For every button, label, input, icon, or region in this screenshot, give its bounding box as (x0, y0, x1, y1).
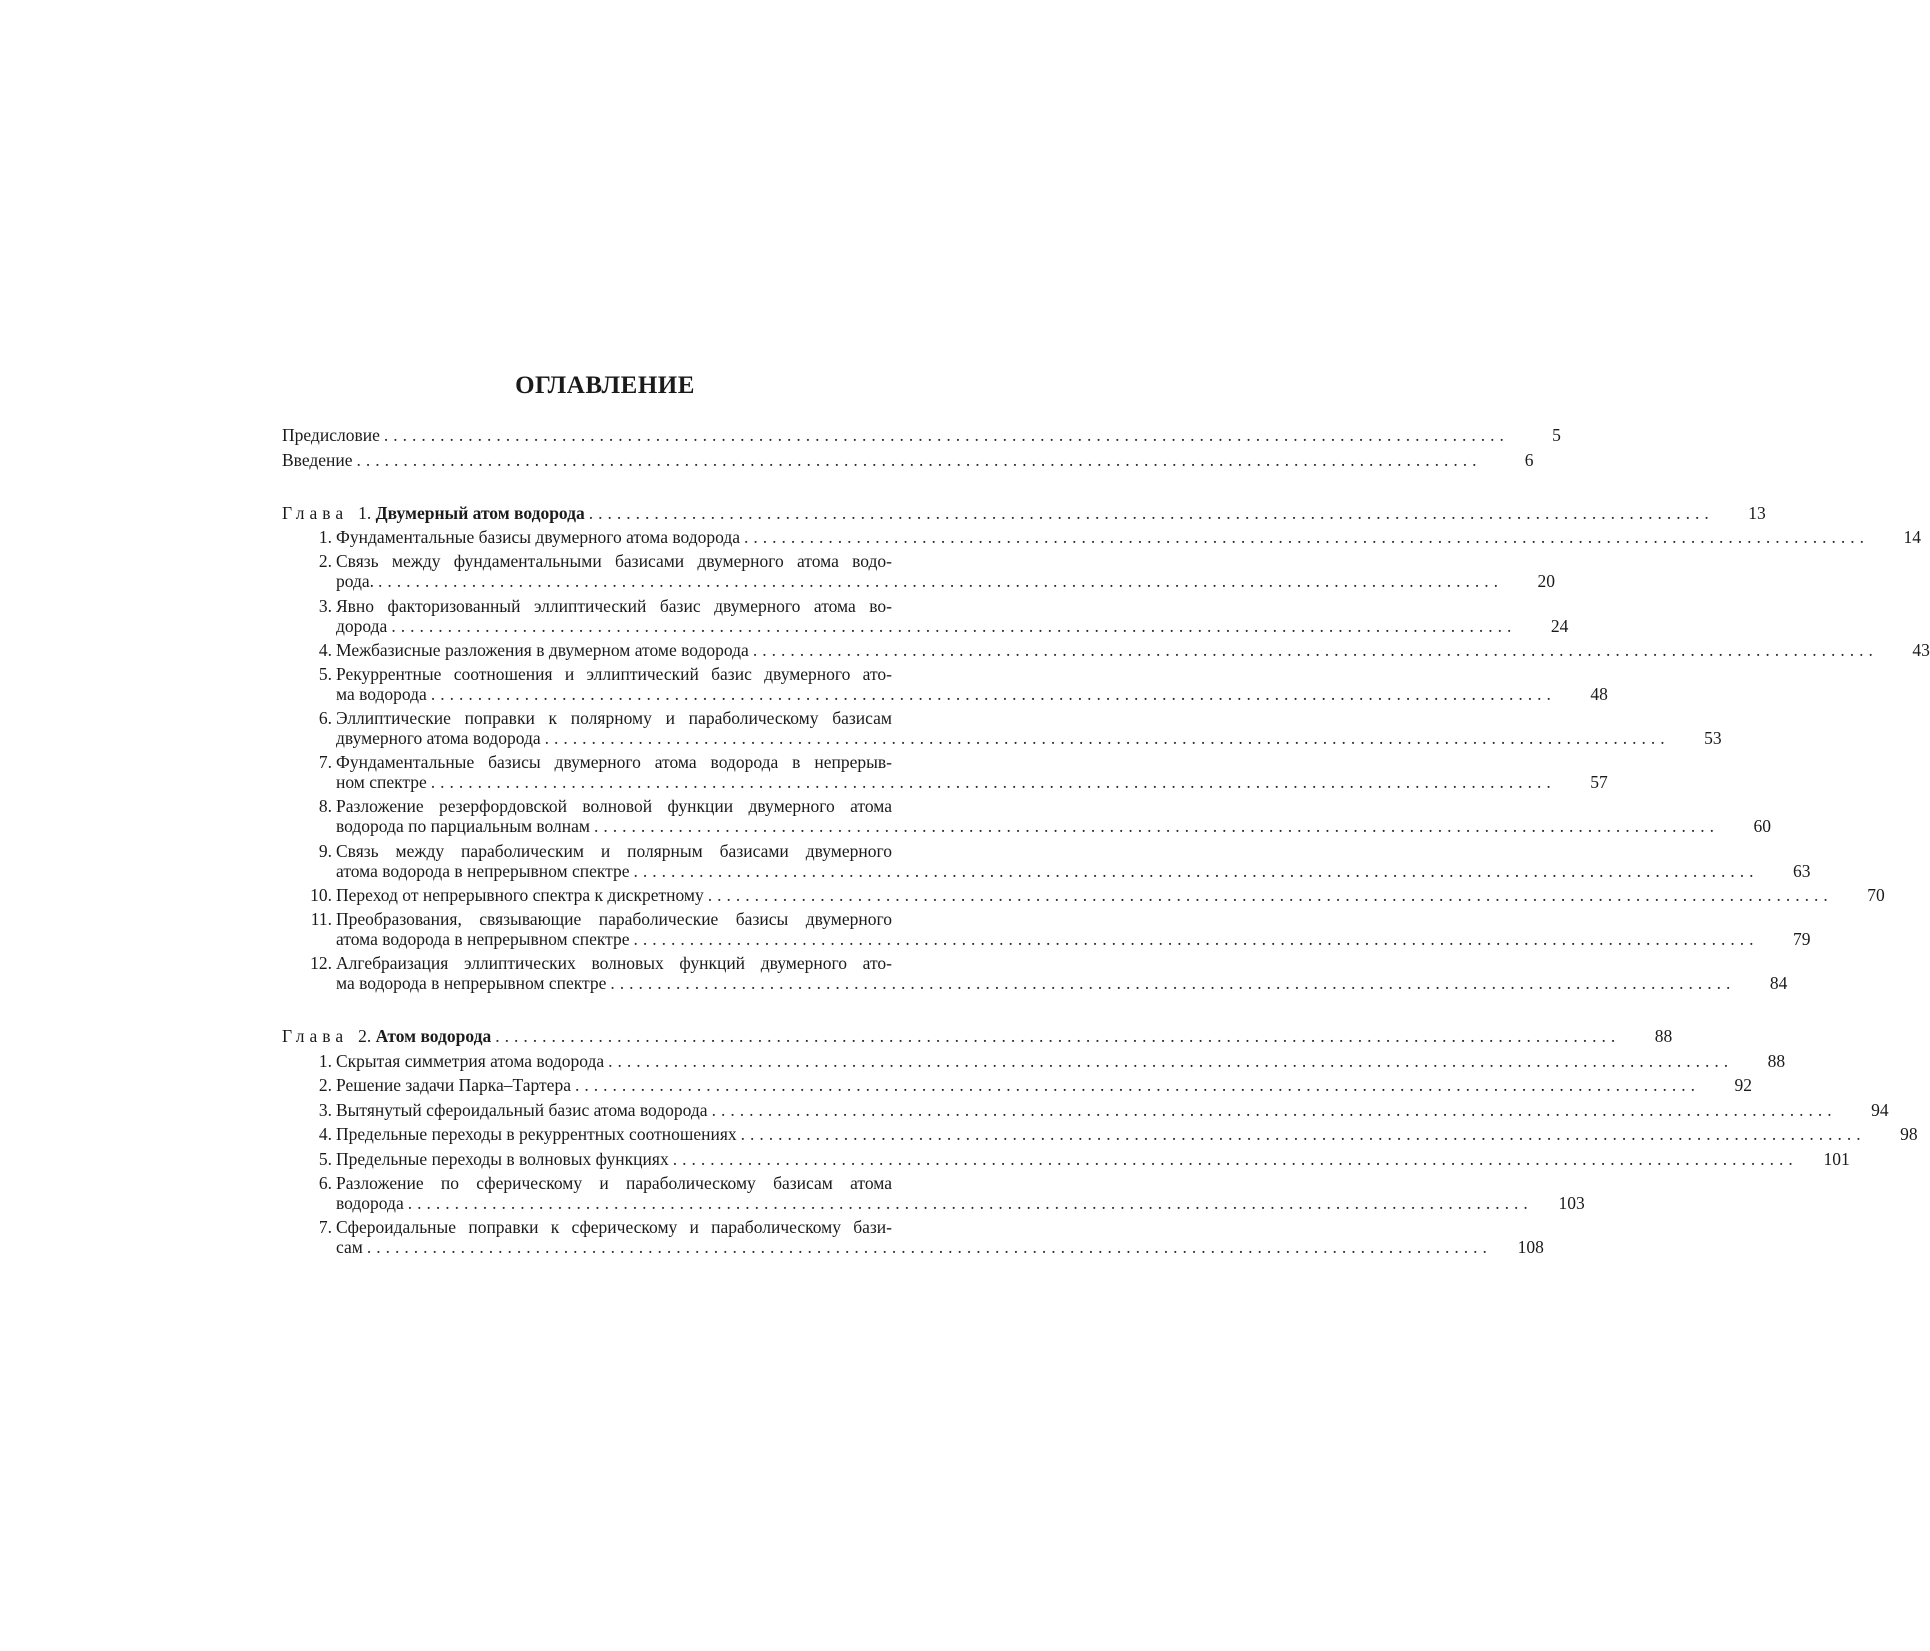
leader-dots: ........................................................................................................................ (356, 450, 1482, 470)
page-number: 63 (1793, 861, 1811, 881)
toc-section-line2[interactable] (296, 1237, 1544, 1257)
page-number: 103 (1558, 1193, 1585, 1213)
section-title-line2: атома водорода в непрерывном спектре (336, 929, 630, 949)
section-number: 4. (318, 640, 332, 660)
page-number: 70 (1867, 885, 1885, 905)
toc-chapter-1[interactable] (282, 503, 1766, 523)
section-title-line2: двумерного атома водорода (336, 728, 541, 748)
toc-section[interactable] (296, 1149, 1850, 1169)
toc-section-line2[interactable] (296, 816, 1771, 836)
section-title-line1: Рекуррентные соотношения и эллиптический базис двумерного ато- (336, 664, 892, 684)
leader-dots: ........................................................................................................................ (672, 1149, 1798, 1169)
section-number: 3. (318, 1100, 332, 1120)
page-number: 92 (1734, 1075, 1752, 1095)
section-title-line1: Эллиптические поправки к полярному и параболическому базисам (336, 708, 892, 728)
leader-dots: ........................................................................................................................ (574, 1075, 1700, 1095)
section-title-line2: атома водорода в непрерывном спектре (336, 861, 630, 881)
section-title-line2: ма водорода в непрерывном спектре (336, 973, 607, 993)
toc-section-line2[interactable] (296, 728, 1722, 748)
page-number: 48 (1590, 684, 1608, 704)
page-number: 88 (1767, 1051, 1786, 1071)
section-title-line1: Сфероидальные поправки к сферическому и параболическому бази- (336, 1217, 892, 1237)
leader-dots: ........................................................................................................................ (707, 885, 1833, 905)
toc-section[interactable] (296, 1124, 1918, 1144)
toc-section-line2[interactable] (296, 929, 1811, 949)
section-number: 8. (318, 796, 332, 816)
section-title-line1: Разложение резерфордовской волновой функции двумерного атома (336, 796, 892, 816)
section-title: Решение задачи Парка–Тартера (336, 1075, 571, 1095)
section-title: Фундаментальные базисы двумерного атома водорода (336, 527, 741, 547)
section-number: 2. (318, 551, 332, 571)
leader-dots: ........................................................................................................................ (633, 861, 1759, 881)
section-title-line2: водорода по парциальным волнам (336, 816, 590, 836)
section-number: 2. (318, 1075, 332, 1095)
leader-dots: ........................................................................................................................ (740, 1124, 1866, 1144)
page-number: 84 (1769, 973, 1788, 993)
toc-entry-introduction[interactable] (282, 450, 1534, 470)
section-title-line2: рода. (336, 571, 375, 591)
section-title: Переход от непрерывного спектра к дискретному (336, 885, 704, 905)
toc-section-line2[interactable] (296, 571, 1556, 591)
section-number: 12. (310, 953, 332, 973)
toc-chapter-2[interactable] (282, 1026, 1673, 1046)
section-title-line1: Связь между параболическим и полярным базисами двумерного (336, 841, 892, 861)
section-number: 1. (318, 527, 332, 547)
toc-entry-preface[interactable] (282, 425, 1561, 445)
section-title-line2: сам (336, 1237, 363, 1257)
leader-dots: ........................................................................................................................ (588, 503, 1714, 523)
toc-section[interactable] (296, 640, 1930, 660)
page-number: 60 (1753, 816, 1771, 836)
toc-section-line2[interactable] (296, 772, 1608, 792)
page-number: 108 (1517, 1237, 1544, 1257)
leader-dots: ........................................................................................................................ (711, 1100, 1837, 1120)
page-number: 79 (1793, 929, 1811, 949)
section-number: 10. (310, 885, 332, 905)
section-number: 6. (318, 708, 332, 728)
leader-dots: ........................................................................................................................ (430, 684, 1556, 704)
entry-title: Предисловие (282, 425, 380, 445)
leader-dots: ........................................................................................................................ (383, 425, 1509, 445)
chapter-word: Глава (282, 503, 349, 523)
section-title: Скрытая симметрия атома водорода (336, 1051, 605, 1071)
page-number: 94 (1871, 1100, 1889, 1120)
page-number: 5 (1552, 425, 1561, 445)
entry-title: Введение (282, 450, 353, 470)
section-title-line1: Разложение по сферическому и параболическому базисам атома (336, 1173, 892, 1193)
section-title: Предельные переходы в волновых функциях (336, 1149, 669, 1169)
page-number: 53 (1704, 728, 1722, 748)
section-number: 3. (318, 596, 332, 616)
section-number: 4. (318, 1124, 332, 1144)
section-title-line2: водорода (336, 1193, 404, 1213)
chapter-title: Атом водорода (375, 1026, 492, 1046)
section-title-line1: Преобразования, связывающие параболические базисы двумерного (336, 909, 892, 929)
chapter-title: Двумерный атом водорода (375, 503, 585, 523)
leader-dots: ........................................................................................................................ (495, 1026, 1621, 1046)
toc-section-line2[interactable] (296, 1193, 1585, 1213)
chapter-word: Глава (282, 1026, 349, 1046)
toc-section-line2[interactable] (296, 861, 1811, 881)
page-number: 88 (1654, 1026, 1673, 1046)
section-title-line1: Алгебраизация эллиптических волновых функций двумерного ато- (336, 953, 892, 973)
leader-dots: ........................................................................................................................ (752, 640, 1878, 660)
page-number: 6 (1524, 450, 1534, 470)
section-number: 1. (318, 1051, 332, 1071)
section-title-line1: Связь между фундаментальными базисами двумерного атома водо- (336, 551, 892, 571)
leader-dots: ........................................................................................................................ (594, 816, 1719, 836)
section-title-line1: Фундаментальные базисы двумерного атома водорода в непрерыв- (336, 752, 892, 772)
toc-section-line2[interactable] (296, 973, 1788, 993)
page-number: 20 (1537, 571, 1556, 591)
section-title-line2: ном спектре (336, 772, 427, 792)
section-title: Межбазисные разложения в двумерном атоме водорода (336, 640, 749, 660)
toc-section[interactable] (296, 1075, 1752, 1095)
page-number: 98 (1900, 1124, 1918, 1144)
section-number: 7. (318, 1217, 332, 1237)
leader-dots: ........................................................................................................................ (608, 1051, 1734, 1071)
section-title: Вытянутый сфероидальный базис атома водорода (336, 1100, 708, 1120)
chapter-number: 2. (358, 1026, 372, 1046)
leader-dots: ........................................................................................................................ (366, 1237, 1492, 1257)
section-number: 11. (310, 909, 332, 929)
page-title: ОГЛАВЛЕНИЕ (515, 372, 695, 399)
section-title: Предельные переходы в рекуррентных соотношениях (336, 1124, 737, 1144)
section-title-line2: ма водорода (336, 684, 427, 704)
toc-section-line2[interactable] (296, 684, 1608, 704)
leader-dots: ........................................................................................................................ (378, 571, 1504, 591)
page-number: 57 (1590, 772, 1608, 792)
section-title-line1: Явно факторизованный эллиптический базис двумерного атома во- (336, 596, 892, 616)
chapter-number: 1. (358, 503, 372, 523)
leader-dots: ........................................................................................................................ (407, 1193, 1533, 1213)
page-number: 14 (1903, 527, 1922, 547)
toc-section[interactable] (296, 527, 1922, 547)
page-number: 24 (1550, 616, 1569, 636)
page-number: 101 (1823, 1149, 1850, 1169)
section-number: 5. (318, 1149, 332, 1169)
leader-dots: ........................................................................................................................ (633, 929, 1759, 949)
toc-section-line2[interactable] (296, 616, 1569, 636)
page-number: 43 (1912, 640, 1930, 660)
leader-dots: ........................................................................................................................ (744, 527, 1870, 547)
toc-section[interactable] (296, 1100, 1889, 1120)
section-title-line2: дорода (336, 616, 388, 636)
toc-section[interactable] (296, 1051, 1786, 1071)
toc-section[interactable] (296, 885, 1885, 905)
section-number: 5. (318, 664, 332, 684)
leader-dots: ........................................................................................................................ (610, 973, 1736, 993)
leader-dots: ........................................................................................................................ (391, 616, 1517, 636)
leader-dots: ........................................................................................................................ (430, 772, 1556, 792)
leader-dots: ........................................................................................................................ (544, 728, 1670, 748)
page-number: 13 (1748, 503, 1766, 523)
section-number: 9. (318, 841, 332, 861)
section-number: 6. (318, 1173, 332, 1193)
section-number: 7. (318, 752, 332, 772)
